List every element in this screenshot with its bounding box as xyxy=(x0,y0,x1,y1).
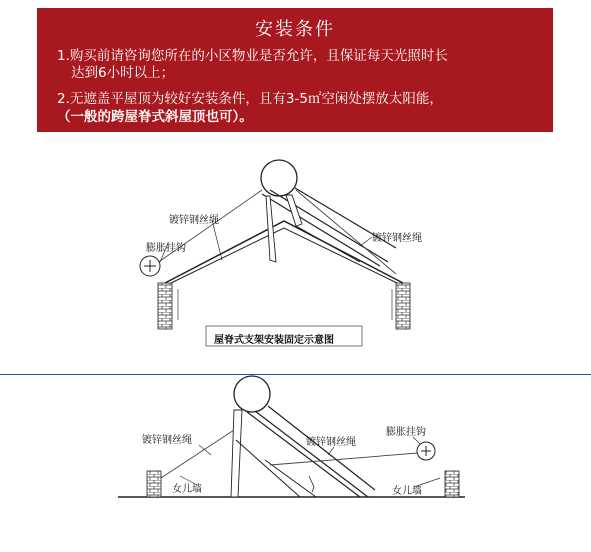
bottom-parapet-left-label: 女儿墙 xyxy=(172,484,202,495)
top-hook-label: 膨胀挂钩 xyxy=(146,243,186,254)
water-tank xyxy=(261,160,297,196)
right-parapet xyxy=(445,471,459,497)
banner-title: 安装条件 xyxy=(255,19,335,40)
condition-1-line-2: 达到6小时以上； xyxy=(71,65,175,81)
condition-1-line-1: 1.购买前请咨询您所在的小区物业是否允许，且保证每天光照时长 xyxy=(57,48,448,64)
water-tank-bottom xyxy=(234,376,270,412)
left-steel-wire xyxy=(150,190,262,268)
top-wire-right-label: 镀锌钢丝绳 xyxy=(372,233,422,244)
bottom-wire-left-label: 镀锌钢丝绳 xyxy=(142,435,192,446)
left-brick-wall xyxy=(158,283,172,329)
condition-2-line-1: 2.无遮盖平屋顶为较好安装条件，且有3-5㎡空闲处摆放太阳能， xyxy=(57,91,443,107)
section-divider xyxy=(0,374,591,375)
bottom-hook-label: 膨胀挂钩 xyxy=(386,427,426,438)
right-wire-bottom xyxy=(270,452,430,465)
right-brick-wall xyxy=(396,283,410,329)
front-leg-bottom xyxy=(231,410,242,497)
condition-2-line-2: （一般的跨屋脊式斜屋顶也可）。 xyxy=(57,109,253,125)
bottom-wire-center-label: 镀锌钢丝绳 xyxy=(306,437,356,448)
bottom-parapet-right-label: 女儿墙 xyxy=(392,486,422,497)
left-parapet xyxy=(147,471,161,497)
top-diagram-caption: 屋脊式支架安装固定示意图 xyxy=(214,335,334,346)
top-wire-left-label: 镀锌钢丝绳 xyxy=(169,215,219,226)
